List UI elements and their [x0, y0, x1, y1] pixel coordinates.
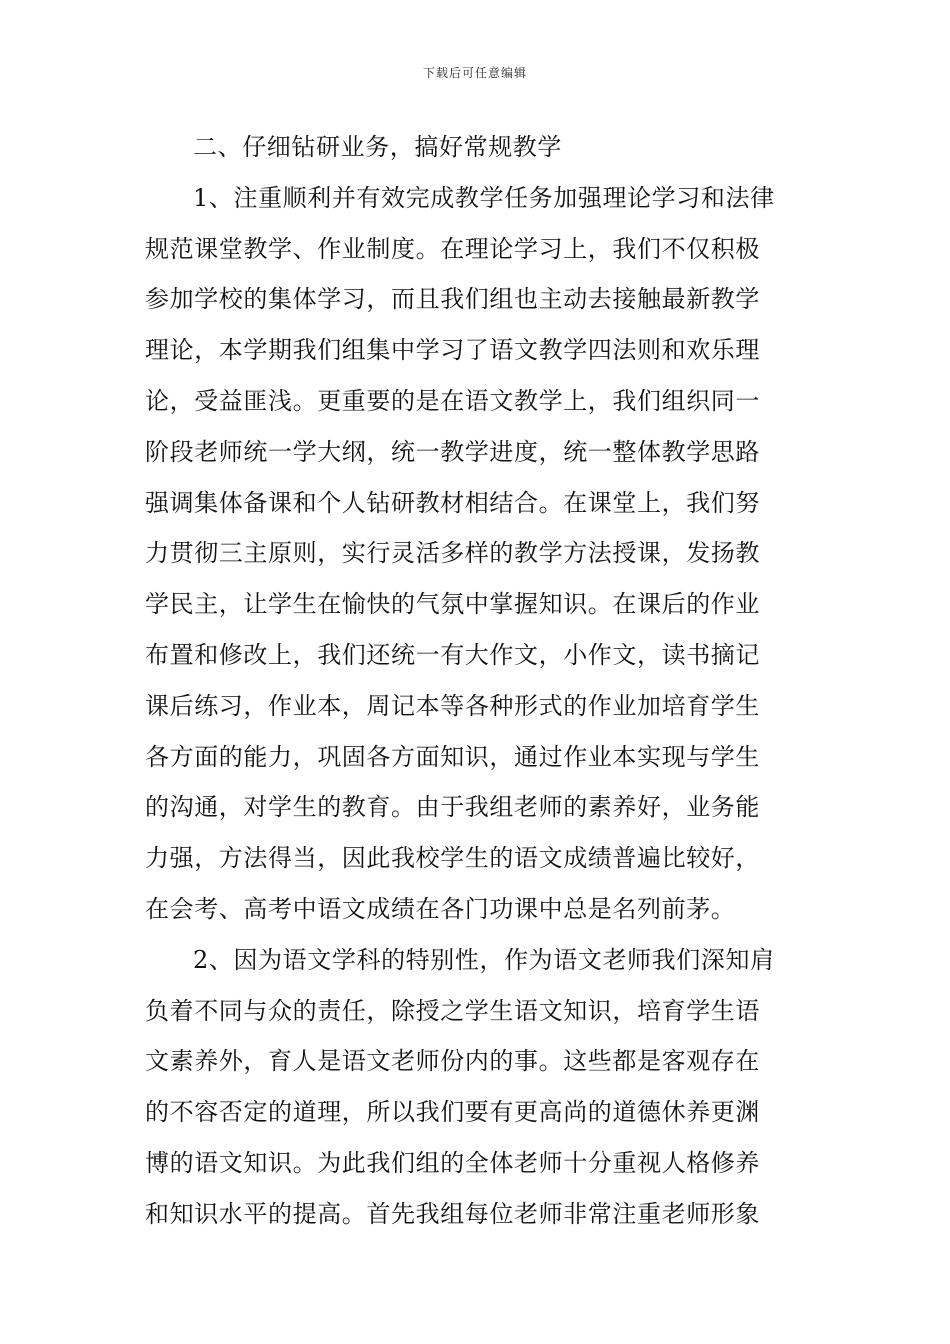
paragraph-1-line: 阶段老师统一学大纲，统一教学进度，统一整体教学思路 — [145, 437, 760, 466]
paragraph-1-line: 学民主，让学生在愉快的气氛中掌握知识。在课后的作业 — [145, 590, 760, 619]
paragraph-1-line: 布置和修改上，我们还统一有大作文，小作文，读书摘记 — [145, 640, 760, 669]
paragraph-1-line: 规范课堂教学、作业制度。在理论学习上，我们不仅积极 — [145, 234, 760, 263]
paragraph-1-line: 力强，方法得当，因此我校学生的语文成绩普遍比较好， — [145, 844, 760, 873]
paragraph-2-line: 和知识水平的提高。首先我组每位老师非常注重老师形象 — [145, 1199, 760, 1228]
paragraph-1-line: 强调集体备课和个人钻研教材相结合。在课堂上，我们努 — [145, 488, 760, 517]
document-body — [145, 122, 805, 1240]
paragraph-1-line: 论，受益匪浅。更重要的是在语文教学上，我们组织同一 — [145, 386, 760, 415]
paragraph-2-line: 博的语文知识。为此我们组的全体老师十分重视人格修养 — [145, 1148, 760, 1177]
paragraph-2-line: 负着不同与众的责任，除授之学生语文知识，培育学生语 — [145, 996, 760, 1025]
paragraph-1-line: 的沟通，对学生的教育。由于我组老师的素养好，业务能 — [145, 793, 760, 822]
paragraph-1-line: 1、注重顺利并有效完成教学任务加强理论学习和法律 — [193, 183, 775, 212]
paragraph-2-line: 的不容否定的道理，所以我们要有更高尚的道德休养更渊 — [145, 1098, 760, 1127]
paragraph-1-line: 力贯彻三主原则，实行灵活多样的教学方法授课，发扬教 — [145, 539, 760, 568]
paragraph-2-line: 文素养外，育人是语文老师份内的事。这些都是客观存在 — [145, 1047, 760, 1076]
paragraph-1-line: 参加学校的集体学习，而且我们组也主动去接触最新教学 — [145, 285, 760, 314]
paragraph-1-line: 课后练习，作业本，周记本等各种形式的作业加培育学生 — [145, 691, 760, 720]
paragraph-1-line: 各方面的能力，巩固各方面知识，通过作业本实现与学生 — [145, 742, 760, 771]
paragraph-2-line: 2、因为语文学科的特别性，作为语文老师我们深知肩 — [193, 945, 775, 974]
section-heading: 二、仔细钻研业务，搞好常规教学 — [193, 133, 562, 161]
paragraph-1-line: 在会考、高考中语文成绩在各门功课中总是名列前茅。 — [145, 894, 736, 923]
paragraph-1-line: 理论，本学期我们组集中学习了语文教学四法则和欢乐理 — [145, 336, 760, 365]
download-editable-note: 下载后可任意编辑 — [422, 66, 527, 80]
